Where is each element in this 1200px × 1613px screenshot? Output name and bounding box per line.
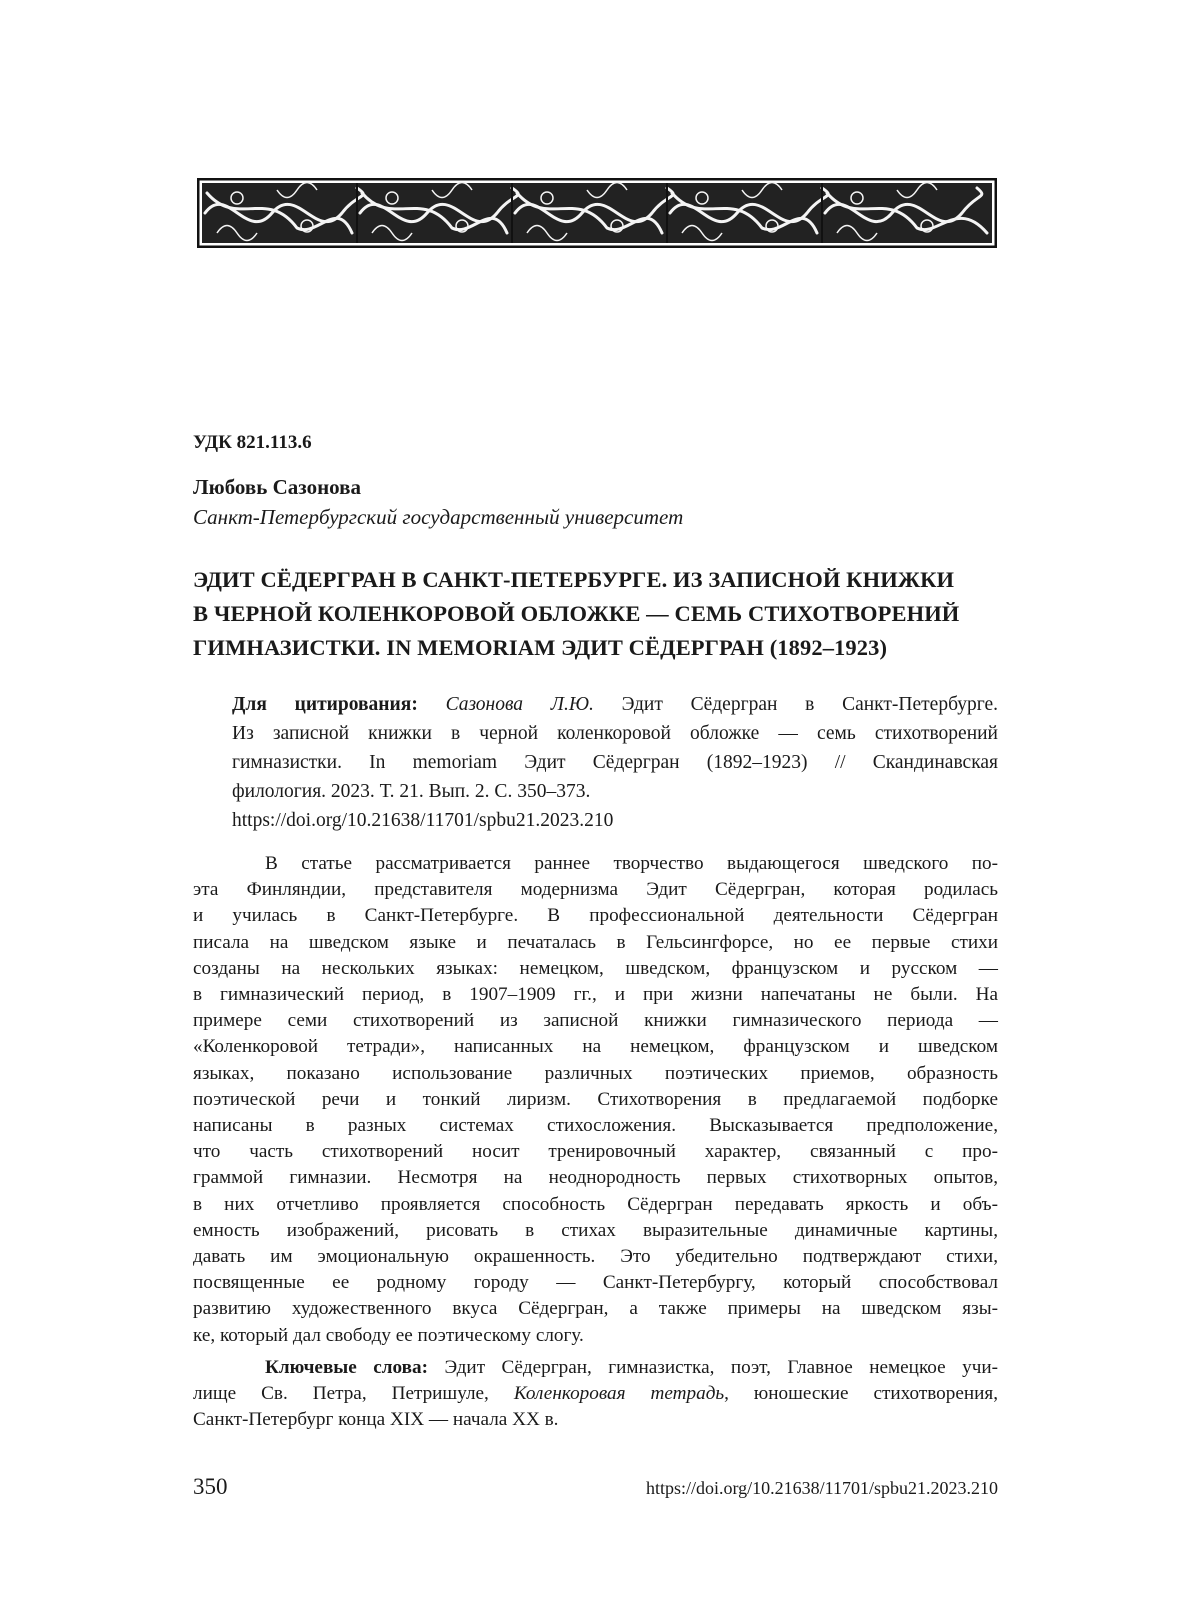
abstract-line: В статье рассматривается раннее творчество выдающегося шведского по- — [265, 853, 998, 874]
abstract-line: в них отчетливо проявляется способность Сёдергран передавать яркость и объ- — [193, 1193, 998, 1215]
keywords-text: Эдит Сёдергран, гимназистка, поэт, Главное немецкое учи- — [444, 1357, 998, 1378]
abstract-line: ке, который дал свободу ее поэтическому слогу. — [193, 1324, 584, 1346]
abstract-line: в гимназический период, в 1907–1909 гг., и при жизни напечатаны не были. На — [193, 984, 998, 1006]
title-line: ГИМНАЗИСТКИ. IN MEMORIAM ЭДИТ СЁДЕРГРАН (1892–1923) — [193, 635, 888, 660]
keywords-line: Санкт-Петербург конца XIX — начала XX в. — [193, 1409, 559, 1431]
keywords-label: Ключевые слова: — [265, 1357, 429, 1378]
title-line: ЭДИТ СЁДЕРГРАН В САНКТ-ПЕТЕРБУРГЕ. ИЗ ЗАПИСНОЙ КНИЖКИ — [193, 567, 955, 592]
celtic-knot-ornament-band — [197, 178, 997, 248]
abstract-line: посвященные ее родному городу — Санкт-Петербургу, который способствовал — [193, 1272, 998, 1294]
abstract-line: граммой гимназии. Несмотря на неоднородность первых стихотворных опытов, — [193, 1167, 998, 1189]
abstract-line: «Коленкоровой тетради», написанных на немецком, французском и шведском — [193, 1036, 998, 1058]
abstract-line: языках, показано использование различных поэтических приемов, образность — [193, 1062, 998, 1084]
abstract-line: писала на шведском языке и печаталась в Гельсингфорсе, но ее первые стихи — [193, 931, 998, 953]
abstract-line: емность изображений, рисовать в стихах выразительные динамичные картины, — [193, 1219, 998, 1241]
article-title — [193, 563, 993, 665]
citation-block — [232, 690, 998, 835]
citation-text: Эдит Сёдергран в Санкт-Петербурге. — [621, 694, 999, 715]
keywords-line — [193, 1355, 998, 1381]
abstract-line: давать им эмоциональную окрашенность. Это убедительно подтверждают стихи, — [193, 1246, 998, 1268]
abstract-line: примере семи стихотворений из записной книжки гимназического периода — — [193, 1010, 998, 1032]
citation-doi-link[interactable]: https://doi.org/10.21638/11701/spbu21.2023.210 — [232, 810, 614, 831]
citation-line: гимназистки. In memoriam Эдит Сёдергран (1892–1923) // Скандинавская — [232, 752, 998, 773]
title-line: В ЧЕРНОЙ КОЛЕНКОРОВОЙ ОБЛОЖКЕ — СЕМЬ СТИХОТВОРЕНИЙ — [193, 601, 960, 626]
keywords-text: , юношеские стихотворения, — [724, 1383, 999, 1405]
keywords-italic: Коленкоровая тетрадь — [513, 1383, 725, 1405]
citation-line: Из записной книжки в черной коленкоровой обложке — семь стихотворений — [232, 723, 998, 744]
abstract-line: написаны в разных системах стихосложения. Высказывается предположение, — [193, 1115, 998, 1137]
citation-line — [232, 690, 998, 719]
author-name: Любовь Сазонова — [193, 475, 361, 499]
abstract — [193, 851, 998, 1349]
citation-label: Для цитирования: — [232, 694, 418, 715]
abstract-line: развитию художественного вкуса Сёдергран, а также примеры на шведском язы- — [193, 1298, 998, 1320]
udk-code: УДК 821.113.6 — [193, 432, 312, 453]
abstract-line: созданы на нескольких языках: немецком, шведском, французском и русском — — [193, 957, 998, 979]
page-number: 350 — [193, 1474, 228, 1499]
citation-author: Сазонова Л.Ю. — [445, 694, 594, 715]
author-affiliation: Санкт-Петербургский государственный университет — [193, 505, 684, 529]
citation-line: филология. 2023. Т. 21. Вып. 2. С. 350–373. — [232, 781, 591, 802]
abstract-line: и училась в Санкт-Петербурге. В профессиональной деятельности Сёдергран — [193, 905, 998, 927]
keywords-text: лище Св. Петра, Петришуле, — [193, 1383, 514, 1405]
abstract-line: поэтической речи и тонкий лиризм. Стихотворения в предлагаемой подборке — [193, 1088, 998, 1110]
keywords-block — [193, 1355, 998, 1434]
footer-doi-link[interactable]: https://doi.org/10.21638/11701/spbu21.2023.210 — [645, 1478, 998, 1498]
keywords-line — [193, 1381, 998, 1407]
abstract-line: эта Финляндии, представителя модернизма Эдит Сёдергран, которая родилась — [193, 879, 998, 901]
abstract-line: что часть стихотворений носит тренировочный характер, связанный с про- — [193, 1141, 998, 1163]
